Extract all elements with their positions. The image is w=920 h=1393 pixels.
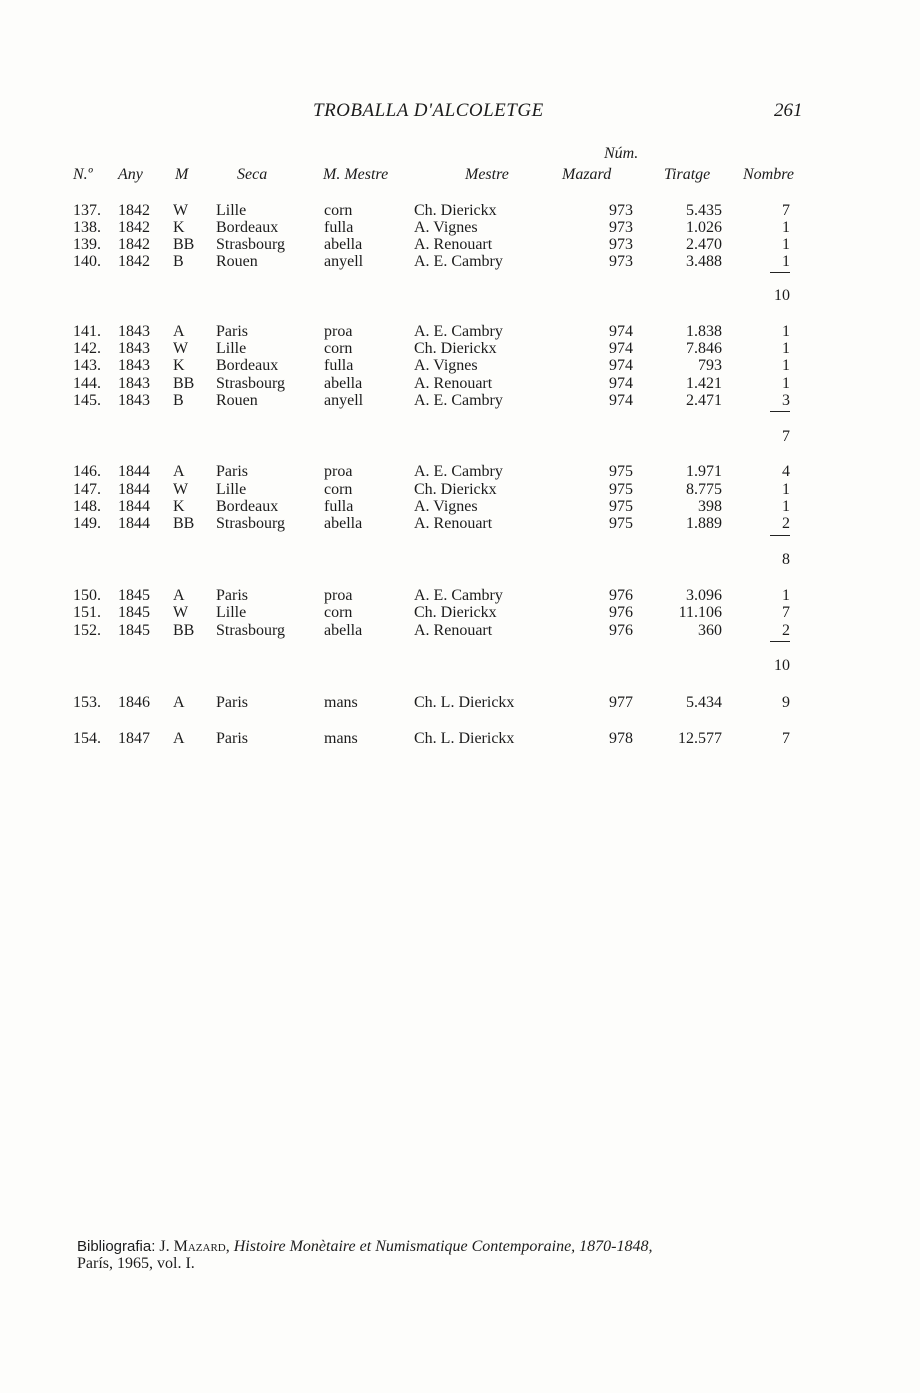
table-row — [0, 357, 920, 375]
cell-any: 1843 — [118, 340, 150, 357]
cell-num-mazard: 975 — [609, 498, 633, 515]
cell-any: 1843 — [118, 375, 150, 392]
cell-mestre: A. Vignes — [414, 498, 478, 515]
table-row — [0, 604, 920, 622]
column-header-tiratge: Tiratge — [664, 166, 711, 183]
cell-seca: Paris — [216, 463, 248, 480]
table-row — [0, 587, 920, 605]
cell-mestre: A. Renouart — [414, 236, 493, 253]
cell-num-mazard: 975 — [609, 481, 633, 498]
cell-any: 1844 — [118, 481, 150, 498]
table-row — [0, 730, 920, 748]
cell-m: W — [173, 604, 189, 621]
cell-tiratge: 3.096 — [686, 587, 722, 604]
cell-m-mestre: corn — [324, 604, 353, 621]
bibliography-label: Bibliografia: — [77, 1238, 156, 1255]
cell-num-mazard: 974 — [609, 323, 633, 340]
cell-mestre: Ch. Dierickx — [414, 604, 497, 621]
cell-m: W — [173, 202, 189, 219]
table-row — [0, 622, 920, 640]
cell-num-mazard: 976 — [609, 622, 633, 639]
column-header-nombre: Nombre — [743, 166, 794, 183]
cell-seca: Bordeaux — [216, 357, 279, 374]
cell-seca: Rouen — [216, 392, 258, 409]
cell-nombre: 1 — [782, 498, 790, 515]
cell-any: 1843 — [118, 357, 150, 374]
cell-tiratge: 7.846 — [686, 340, 722, 357]
table-row — [0, 392, 920, 410]
cell-seca: Lille — [216, 604, 247, 621]
cell-tiratge: 1.889 — [686, 515, 722, 532]
column-header-mazard: Mazard — [562, 166, 612, 183]
cell-mestre: A. Vignes — [414, 357, 478, 374]
cell-m: B — [173, 253, 184, 270]
cell-num-mazard: 973 — [609, 253, 633, 270]
cell-any: 1845 — [118, 622, 150, 639]
table-row — [0, 481, 920, 499]
table-row — [0, 515, 920, 533]
cell-nombre: 7 — [782, 202, 790, 219]
cell-any: 1844 — [118, 463, 150, 480]
cell-no: 137. — [73, 202, 101, 219]
cell-no: 143. — [73, 357, 101, 374]
cell-num-mazard: 975 — [609, 463, 633, 480]
bibliography-imprint: París, 1965, vol. I. — [77, 1255, 195, 1272]
cell-tiratge: 1.026 — [686, 219, 722, 236]
cell-m: A — [173, 323, 185, 340]
table-row — [0, 463, 920, 481]
cell-seca: Paris — [216, 587, 248, 604]
cell-m-mestre: abella — [324, 515, 363, 532]
cell-any: 1845 — [118, 604, 150, 621]
cell-any: 1845 — [118, 587, 150, 604]
bibliography-author: J. Mazard, — [159, 1238, 230, 1255]
cell-no: 153. — [73, 694, 101, 711]
table-row — [0, 498, 920, 516]
cell-m-mestre: corn — [324, 202, 353, 219]
cell-seca: Bordeaux — [216, 498, 279, 515]
cell-nombre: 2 — [782, 622, 790, 639]
table-row — [0, 340, 920, 358]
cell-num-mazard: 974 — [609, 340, 633, 357]
cell-m: A — [173, 463, 185, 480]
cell-tiratge: 398 — [698, 498, 722, 515]
cell-seca: Strasbourg — [216, 515, 286, 532]
cell-no: 144. — [73, 375, 101, 392]
cell-m-mestre: proa — [324, 323, 353, 340]
cell-tiratge: 8.775 — [686, 481, 722, 498]
cell-seca: Strasbourg — [216, 622, 286, 639]
cell-no: 145. — [73, 392, 101, 409]
column-header-m: M — [175, 166, 189, 183]
cell-no: 154. — [73, 730, 101, 747]
cell-nombre: 1 — [782, 253, 790, 270]
cell-m: BB — [173, 622, 195, 639]
cell-mestre: A. E. Cambry — [414, 323, 503, 340]
subtotal-rule — [770, 411, 790, 412]
cell-seca: Lille — [216, 202, 247, 219]
column-header-m-mestre: M. Mestre — [323, 166, 389, 183]
cell-m-mestre: anyell — [324, 392, 364, 409]
cell-no: 149. — [73, 515, 101, 532]
cell-tiratge: 12.577 — [678, 730, 722, 747]
table-row — [0, 375, 920, 393]
column-header-no: N.º — [73, 166, 93, 183]
cell-no: 148. — [73, 498, 101, 515]
cell-m: K — [173, 219, 185, 236]
cell-m-mestre: corn — [324, 340, 353, 357]
cell-any: 1842 — [118, 219, 150, 236]
cell-mestre: A. E. Cambry — [414, 392, 503, 409]
cell-m: BB — [173, 375, 195, 392]
table-row — [0, 323, 920, 341]
cell-tiratge: 5.435 — [686, 202, 722, 219]
subtotal-rule — [770, 641, 790, 642]
cell-seca: Strasbourg — [216, 375, 286, 392]
cell-m-mestre: abella — [324, 622, 363, 639]
cell-m: BB — [173, 515, 195, 532]
page-title: TROBALLA D'ALCOLETGE — [313, 100, 544, 121]
cell-no: 151. — [73, 604, 101, 621]
page-number: 261 — [774, 100, 803, 121]
cell-tiratge: 11.106 — [678, 604, 722, 621]
cell-tiratge: 2.470 — [686, 236, 722, 253]
cell-seca: Lille — [216, 481, 247, 498]
cell-tiratge: 1.838 — [686, 323, 722, 340]
cell-m: K — [173, 357, 185, 374]
cell-nombre: 9 — [782, 694, 790, 711]
cell-any: 1843 — [118, 392, 150, 409]
cell-mestre: A. Renouart — [414, 622, 493, 639]
cell-no: 152. — [73, 622, 101, 639]
group-total: 10 — [774, 657, 790, 674]
cell-nombre: 2 — [782, 515, 790, 532]
cell-m-mestre: anyell — [324, 253, 364, 270]
cell-m: B — [173, 392, 184, 409]
cell-seca: Strasbourg — [216, 236, 286, 253]
cell-m-mestre: fulla — [324, 219, 354, 236]
cell-mestre: Ch. L. Dierickx — [414, 694, 515, 711]
table-row — [0, 202, 920, 220]
cell-seca: Paris — [216, 694, 248, 711]
group-total: 7 — [782, 428, 790, 445]
cell-m: W — [173, 481, 189, 498]
cell-any: 1847 — [118, 730, 150, 747]
cell-seca: Paris — [216, 730, 248, 747]
cell-any: 1844 — [118, 515, 150, 532]
subtotal-rule — [770, 535, 790, 536]
cell-mestre: A. Vignes — [414, 219, 478, 236]
bibliography — [77, 1238, 847, 1272]
cell-mestre: Ch. Dierickx — [414, 340, 497, 357]
cell-num-mazard: 973 — [609, 219, 633, 236]
cell-no: 141. — [73, 323, 101, 340]
cell-seca: Bordeaux — [216, 219, 279, 236]
cell-num-mazard: 973 — [609, 236, 633, 253]
cell-no: 147. — [73, 481, 101, 498]
cell-no: 146. — [73, 463, 101, 480]
cell-any: 1843 — [118, 323, 150, 340]
cell-any: 1844 — [118, 498, 150, 515]
cell-tiratge: 3.488 — [686, 253, 722, 270]
running-head — [0, 100, 920, 126]
cell-m: A — [173, 587, 185, 604]
cell-any: 1842 — [118, 202, 150, 219]
cell-m: A — [173, 694, 185, 711]
cell-nombre: 7 — [782, 730, 790, 747]
cell-num-mazard: 974 — [609, 357, 633, 374]
cell-nombre: 1 — [782, 340, 790, 357]
column-header-mestre: Mestre — [465, 166, 509, 183]
cell-tiratge: 1.971 — [686, 463, 722, 480]
cell-nombre: 1 — [782, 375, 790, 392]
group-total: 10 — [774, 287, 790, 304]
cell-nombre: 4 — [782, 463, 790, 480]
cell-num-mazard: 976 — [609, 587, 633, 604]
table-row — [0, 253, 920, 271]
cell-m: BB — [173, 236, 195, 253]
cell-nombre: 3 — [782, 392, 790, 409]
cell-seca: Paris — [216, 323, 248, 340]
cell-nombre: 1 — [782, 236, 790, 253]
bibliography-title: Histoire Monètaire et Numismatique Contemporaine, 1870-1848, — [233, 1238, 653, 1255]
table-row — [0, 219, 920, 237]
cell-m: A — [173, 730, 185, 747]
cell-tiratge: 1.421 — [686, 375, 722, 392]
cell-m-mestre: abella — [324, 236, 363, 253]
cell-tiratge: 793 — [698, 357, 722, 374]
column-header-any: Any — [118, 166, 143, 183]
cell-m-mestre: mans — [324, 730, 358, 747]
cell-num-mazard: 975 — [609, 515, 633, 532]
cell-mestre: A. Renouart — [414, 515, 493, 532]
cell-num-mazard: 973 — [609, 202, 633, 219]
cell-m-mestre: fulla — [324, 357, 354, 374]
cell-any: 1842 — [118, 236, 150, 253]
cell-nombre: 1 — [782, 323, 790, 340]
cell-nombre: 1 — [782, 587, 790, 604]
cell-m-mestre: abella — [324, 375, 363, 392]
cell-m: K — [173, 498, 185, 515]
cell-no: 138. — [73, 219, 101, 236]
cell-seca: Lille — [216, 340, 247, 357]
subtotal-rule — [770, 272, 790, 273]
cell-num-mazard: 976 — [609, 604, 633, 621]
cell-mestre: A. Renouart — [414, 375, 493, 392]
cell-num-mazard: 974 — [609, 392, 633, 409]
cell-nombre: 1 — [782, 219, 790, 236]
cell-mestre: A. E. Cambry — [414, 463, 503, 480]
cell-no: 140. — [73, 253, 101, 270]
cell-num-mazard: 977 — [609, 694, 633, 711]
cell-m-mestre: fulla — [324, 498, 354, 515]
cell-m-mestre: mans — [324, 694, 358, 711]
cell-any: 1842 — [118, 253, 150, 270]
cell-mestre: Ch. Dierickx — [414, 202, 497, 219]
cell-m-mestre: proa — [324, 587, 353, 604]
cell-nombre: 1 — [782, 481, 790, 498]
cell-mestre: A. E. Cambry — [414, 587, 503, 604]
column-header-num: Núm. — [604, 145, 639, 162]
cell-m: W — [173, 340, 189, 357]
cell-tiratge: 360 — [698, 622, 722, 639]
cell-nombre: 1 — [782, 357, 790, 374]
cell-tiratge: 5.434 — [686, 694, 722, 711]
cell-num-mazard: 978 — [609, 730, 633, 747]
group-total: 8 — [782, 551, 790, 568]
cell-no: 142. — [73, 340, 101, 357]
cell-nombre: 7 — [782, 604, 790, 621]
cell-tiratge: 2.471 — [686, 392, 722, 409]
table-row — [0, 236, 920, 254]
cell-any: 1846 — [118, 694, 150, 711]
table-row — [0, 694, 920, 712]
cell-seca: Rouen — [216, 253, 258, 270]
cell-mestre: Ch. Dierickx — [414, 481, 497, 498]
cell-mestre: Ch. L. Dierickx — [414, 730, 515, 747]
column-header-seca: Seca — [237, 166, 268, 183]
cell-no: 139. — [73, 236, 101, 253]
cell-mestre: A. E. Cambry — [414, 253, 503, 270]
cell-num-mazard: 974 — [609, 375, 633, 392]
cell-m-mestre: corn — [324, 481, 353, 498]
cell-m-mestre: proa — [324, 463, 353, 480]
cell-no: 150. — [73, 587, 101, 604]
